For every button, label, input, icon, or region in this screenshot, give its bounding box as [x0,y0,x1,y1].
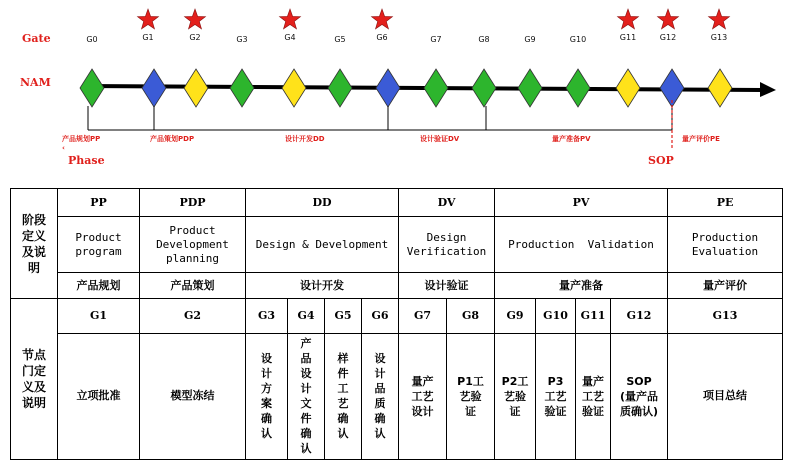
gate-diamond-g8 [472,69,496,107]
gate-label-g3: G3 [236,35,248,44]
gate-label-g7: G7 [430,35,442,44]
gate-code-g9: G9 [495,299,536,333]
phase-cn-pdp: 产品策划 [140,273,246,299]
phase-label-0: 产品规划PP [62,135,101,143]
gate-desc-g12: SOP(量产品质确认) [611,333,668,459]
sop-label: SOP [648,154,674,167]
phase-code-pp: PP [58,189,140,217]
gate-label-g6: G6 [376,33,388,42]
gate-code-g1: G1 [58,299,140,333]
gate-diamond-g3 [230,69,254,107]
gate-code-g5: G5 [325,299,362,333]
phase-cn-pp: 产品规划 [58,273,140,299]
phase-name-dv: Design Verification [399,217,495,273]
gate-diamond-g13 [708,69,732,107]
gate-code-g12: G12 [611,299,668,333]
phase-code-pv: PV [495,189,668,217]
gate-label-g9: G9 [524,35,536,44]
gate-desc-g1: 立项批准 [58,333,140,459]
gate-labels [86,33,727,44]
phase-code-dd: DD [246,189,399,217]
gate-code-g11: G11 [576,299,611,333]
gate-label-g0: G0 [86,35,98,44]
phase-cn-dd: 设计开发 [246,273,399,299]
gate-desc-g3: 设计方案确认 [246,333,288,459]
phase-open-mark: ‹ [62,144,65,152]
gate-label-g11: G11 [619,33,637,42]
gate-label-g2: G2 [189,33,201,42]
star-icon [138,9,159,29]
phase-code-pdp: PDP [140,189,246,217]
gate-axis-label: Gate [22,32,51,45]
gate-diamond-g10 [566,69,590,107]
phase-gate-table [10,188,783,460]
phase-label-2: 设计开发DD [285,135,325,143]
nam-axis-label: NAM [20,76,51,89]
gate-code-g8: G8 [447,299,495,333]
phase-name-pdp: Product Development planning [140,217,246,273]
phase-ticks [88,106,672,130]
gate-diamond-g0 [80,69,104,107]
phase-name-pp: Product program [58,217,140,273]
gate-stars [138,9,730,29]
phase-label-1: 产品策划PDP [150,135,195,143]
gate-label-g13: G13 [710,33,728,42]
section-gate-definition: 节点门定义及说明 [11,299,58,460]
star-icon [185,9,206,29]
gate-desc-g10: P3工艺验证 [536,333,576,459]
timeline-arrowhead [760,82,776,97]
phase-label-5: 量产评价PE [682,135,720,143]
gate-code-g10: G10 [536,299,576,333]
star-icon [372,9,393,29]
gate-timeline [0,0,785,185]
gate-code-g4: G4 [288,299,325,333]
phase-cn-pe: 量产评价 [668,273,783,299]
gate-label-g10: G10 [569,35,587,44]
gate-diamond-g4 [282,69,306,107]
star-icon [280,9,301,29]
gate-diamond-g1 [142,69,166,107]
phase-axis-label: Phase [68,154,105,167]
phase-cn-pv: 量产准备 [495,273,668,299]
phase-label-3: 设计验证DV [420,135,460,143]
phase-label-4: 量产准备PV [552,135,591,143]
gate-desc-g11: 量产工艺验证 [576,333,611,459]
gate-label-g12: G12 [659,33,677,42]
gate-diamond-g2 [184,69,208,107]
gate-desc-g9: P2工艺验证 [495,333,536,459]
gate-diamond-g5 [328,69,352,107]
gate-label-g8: G8 [478,35,490,44]
gate-diamond-g6 [376,69,400,107]
gate-diamond-g7 [424,69,448,107]
gate-desc-g13: 项目总结 [668,333,783,459]
section-phase-definition: 阶段定义及说明 [11,189,58,299]
gate-code-g7: G7 [399,299,447,333]
phase-cn-dv: 设计验证 [399,273,495,299]
gate-desc-g5: 样件工艺确认 [325,333,362,459]
phase-labels [62,134,720,143]
gate-desc-g8: P1工艺验证 [447,333,495,459]
gate-code-g6: G6 [362,299,399,333]
star-icon [709,9,730,29]
gate-label-g4: G4 [284,33,296,42]
star-icon [618,9,639,29]
gate-desc-g6: 设计品质确认 [362,333,399,459]
gate-code-g3: G3 [246,299,288,333]
gate-desc-g7: 量产工艺设计 [399,333,447,459]
phase-name-pv: Production Validation [495,217,668,273]
gate-diamond-g11 [616,69,640,107]
star-icon [658,9,679,29]
phase-name-pe: Production Evaluation [668,217,783,273]
gate-code-g2: G2 [140,299,246,333]
gate-label-g5: G5 [334,35,346,44]
phase-name-dd: Design & Development [246,217,399,273]
gate-diamond-g9 [518,69,542,107]
phase-code-dv: DV [399,189,495,217]
gate-label-g1: G1 [142,33,154,42]
gate-code-g13: G13 [668,299,783,333]
gate-desc-g4: 产品设计文件确认 [288,333,325,459]
phase-code-pe: PE [668,189,783,217]
gate-desc-g2: 模型冻结 [140,333,246,459]
